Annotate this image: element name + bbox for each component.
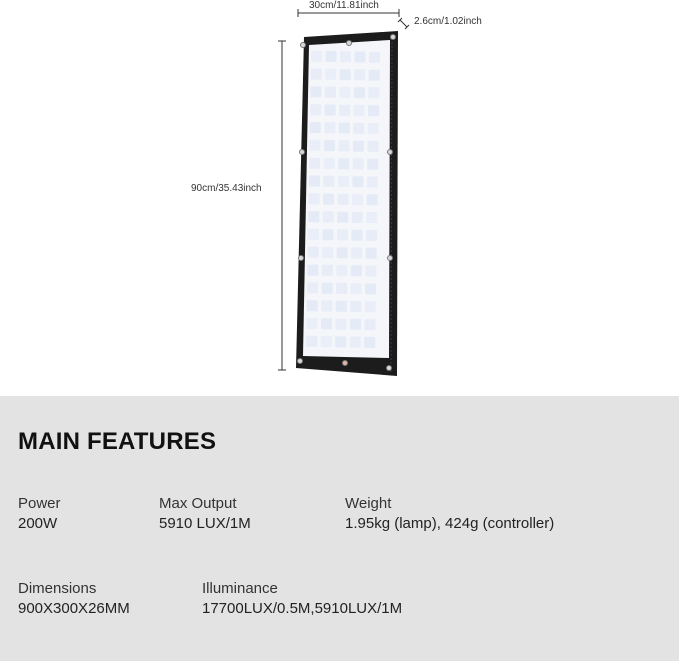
grommet xyxy=(391,35,396,40)
led-cell xyxy=(368,123,379,134)
led-cell xyxy=(368,87,379,98)
feature-label: Max Output xyxy=(159,495,237,512)
led-cell xyxy=(326,51,337,62)
led-cell xyxy=(353,158,364,169)
led-cell xyxy=(321,336,332,347)
led-cell xyxy=(350,301,361,312)
led-cell xyxy=(311,51,322,62)
features-heading: MAIN FEATURES xyxy=(18,428,217,455)
led-cell xyxy=(323,194,334,205)
led-cell xyxy=(364,337,375,348)
led-cell xyxy=(309,176,320,187)
led-cell xyxy=(338,176,349,187)
height-dimension-label: 90cm/35.43inch xyxy=(191,183,262,194)
led-cell xyxy=(350,337,361,348)
feature-max-output xyxy=(159,494,251,534)
led-cell xyxy=(351,283,362,294)
led-cell xyxy=(307,300,318,311)
grommet xyxy=(301,43,306,48)
led-cell xyxy=(365,301,376,312)
grommet xyxy=(343,361,348,366)
feature-value: 5910 LUX/1M xyxy=(159,515,251,532)
feature-value: 900X300X26MM xyxy=(18,600,130,617)
led-cell xyxy=(323,211,334,222)
led-cell xyxy=(336,283,347,294)
led-cell xyxy=(321,301,332,312)
led-cell xyxy=(309,193,320,204)
led-cell xyxy=(306,336,317,347)
led-cell xyxy=(366,230,377,241)
led-cell xyxy=(310,122,321,133)
grommet xyxy=(298,359,303,364)
led-cell xyxy=(352,176,363,187)
led-cell xyxy=(325,105,336,116)
led-cell xyxy=(321,318,332,329)
led-cell xyxy=(322,283,333,294)
led-cell xyxy=(336,319,347,330)
led-cell xyxy=(324,158,335,169)
grommet xyxy=(388,256,393,261)
feature-label: Power xyxy=(18,495,61,512)
grommet xyxy=(299,256,304,261)
led-cell xyxy=(338,158,349,169)
led-cell xyxy=(337,247,348,258)
height-dimension-line xyxy=(278,41,286,370)
grommet xyxy=(300,150,305,155)
led-cell xyxy=(353,141,364,152)
led-cell xyxy=(337,229,348,240)
led-cell xyxy=(367,159,378,170)
led-cell xyxy=(307,282,318,293)
thickness-dimension-label: 2.6cm/1.02inch xyxy=(414,16,482,27)
led-cell xyxy=(309,158,320,169)
led-cell xyxy=(324,122,335,133)
led-cell xyxy=(338,194,349,205)
width-dimension-label: 30cm/11.81inch xyxy=(309,0,379,11)
led-cell xyxy=(354,87,365,98)
led-cell xyxy=(324,140,335,151)
led-cell xyxy=(351,265,362,276)
feature-illuminance xyxy=(202,579,402,619)
led-cell xyxy=(365,319,376,330)
feature-label: Dimensions xyxy=(18,580,97,597)
feature-label: Illuminance xyxy=(202,580,278,597)
thickness-dimension-line xyxy=(398,18,409,29)
led-cell xyxy=(355,52,366,63)
led-cell xyxy=(353,123,364,134)
led-cell xyxy=(323,229,334,240)
led-cell xyxy=(368,105,379,116)
led-cell xyxy=(310,140,321,151)
led-cell xyxy=(336,265,347,276)
grommet xyxy=(347,41,352,46)
grommet xyxy=(388,150,393,155)
led-cell xyxy=(310,86,321,97)
led-cell xyxy=(323,176,334,187)
led-cell xyxy=(339,140,350,151)
led-cell xyxy=(369,52,380,63)
led-cell xyxy=(352,212,363,223)
grommet xyxy=(387,366,392,371)
led-cell xyxy=(352,230,363,241)
feature-dimensions xyxy=(18,579,130,619)
led-cell xyxy=(340,51,351,62)
led-grid xyxy=(306,51,380,348)
led-cell xyxy=(322,265,333,276)
led-cell xyxy=(322,247,333,258)
feature-power xyxy=(18,494,61,534)
led-cell xyxy=(311,69,322,80)
led-cell xyxy=(354,69,365,80)
led-cell xyxy=(366,212,377,223)
led-cell xyxy=(335,336,346,347)
led-cell xyxy=(352,194,363,205)
led-cell xyxy=(339,123,350,134)
led-cell xyxy=(307,318,318,329)
feature-value: 200W xyxy=(18,515,58,532)
led-cell xyxy=(365,283,376,294)
feature-label: Weight xyxy=(345,495,392,512)
led-cell xyxy=(365,266,376,277)
led-cell xyxy=(339,87,350,98)
led-cell xyxy=(367,194,378,205)
led-cell xyxy=(310,104,321,115)
led-cell xyxy=(340,69,351,80)
led-cell xyxy=(339,105,350,116)
led-cell xyxy=(308,211,319,222)
led-cell xyxy=(367,177,378,188)
feature-weight xyxy=(345,494,554,534)
led-cell xyxy=(368,141,379,152)
led-cell xyxy=(308,247,319,258)
led-cell xyxy=(366,248,377,259)
led-cell xyxy=(351,248,362,259)
feature-value: 17700LUX/0.5M,5910LUX/1M xyxy=(202,600,403,617)
led-cell xyxy=(307,265,318,276)
led-cell xyxy=(336,301,347,312)
feature-value: 1.95kg (lamp), 424g (controller) xyxy=(345,515,555,532)
led-cell xyxy=(337,212,348,223)
led-cell xyxy=(325,69,336,80)
led-cell xyxy=(354,105,365,116)
width-dimension-line xyxy=(298,9,399,17)
led-cell xyxy=(325,87,336,98)
led-cell xyxy=(369,70,380,81)
led-cell xyxy=(350,319,361,330)
led-cell xyxy=(308,229,319,240)
